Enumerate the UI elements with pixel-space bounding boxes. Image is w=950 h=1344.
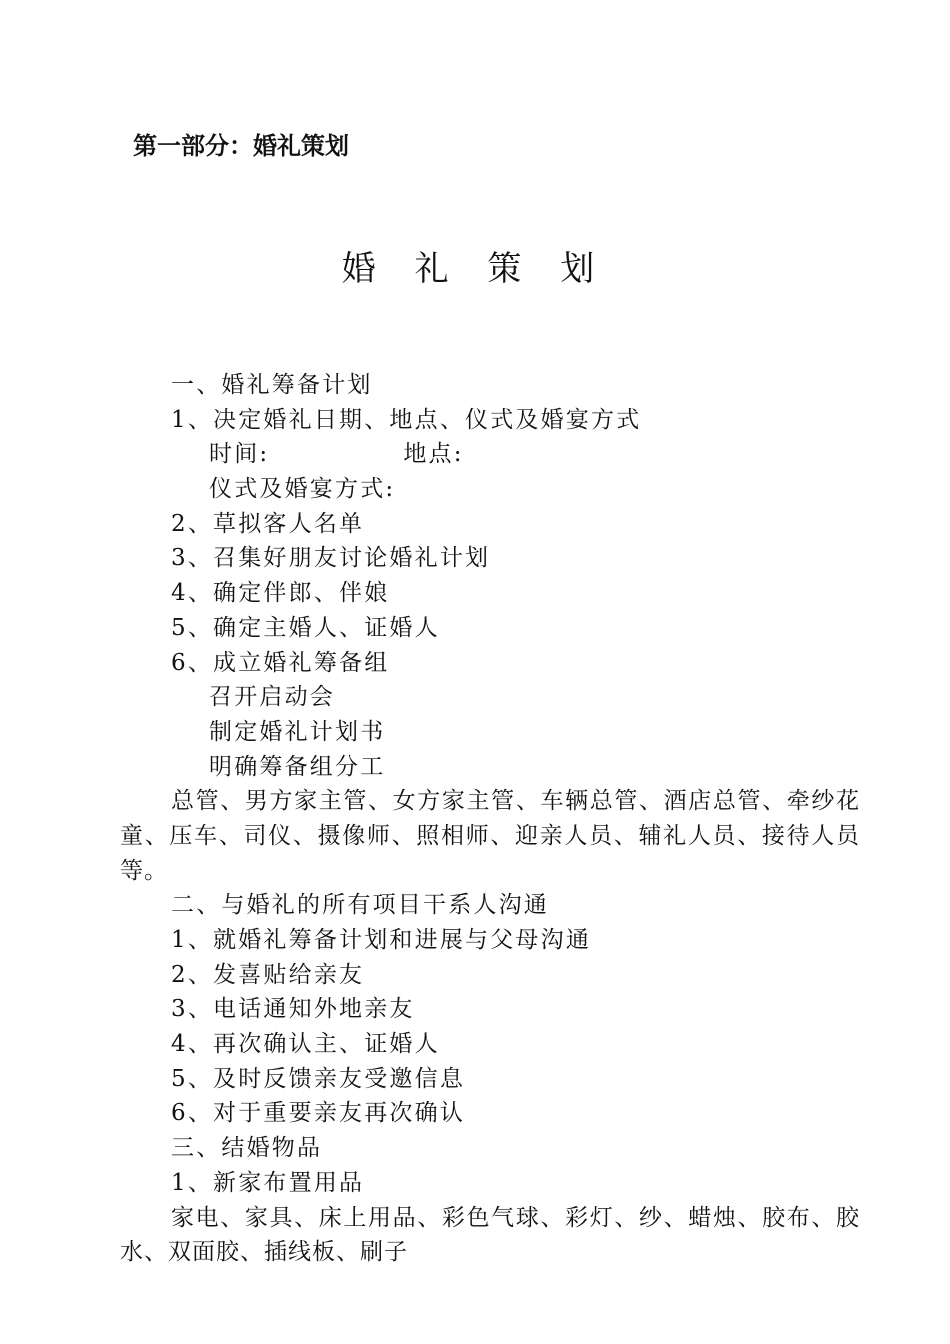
list-item: 1、就婚礼筹备计划和进展与父母沟通 [171,927,592,954]
sub-item: 明确筹备组分工 [209,753,386,780]
sub-item: 制定婚礼计划书 [209,718,386,745]
sub-item: 召开启动会 [209,684,335,711]
list-item: 4、再次确认主、证婚人 [171,1031,440,1058]
list-item: 6、对于重要亲友再次确认 [171,1100,466,1127]
section-heading-2: 二、与婚礼的所有项目干系人沟通 [171,892,549,919]
supplies-paragraph: 家电、家具、床上用品、彩色气球、彩灯、纱、蜡烛、胶布、胶水、双面胶、插线板、刷子 [120,1204,860,1266]
ceremony-label: 仪式及婚宴方式: [209,476,396,503]
place-label: 地点: [403,441,464,468]
list-item: 2、草拟客人名单 [171,510,365,537]
part-heading: 第一部分：婚礼策划 [133,132,349,160]
list-item: 2、发喜贴给亲友 [171,961,365,988]
list-item: 6、成立婚礼筹备组 [171,649,390,676]
list-item: 1、决定婚礼日期、地点、仪式及婚宴方式 [171,406,642,433]
time-label: 时间: [209,441,270,468]
list-item: 3、召集好朋友讨论婚礼计划 [171,545,491,572]
document-body [120,368,860,1270]
document-title: 婚 礼 策 划 [341,249,609,289]
section-heading-1: 一、婚礼筹备计划 [171,372,373,398]
section-heading-3: 三、结婚物品 [171,1135,323,1162]
list-item: 5、及时反馈亲友受邀信息 [171,1065,466,1092]
roles-paragraph: 总管、男方家主管、女方家主管、车辆总管、酒店总管、牵纱花童、压车、司仪、摄像师、照相师、迎亲人员、辅礼人员、接待人员等。 [120,788,860,884]
time-place-line [120,437,860,472]
list-item: 5、确定主婚人、证婚人 [171,614,440,641]
list-item: 4、确定伴郎、伴娘 [171,580,390,607]
list-item: 3、电话通知外地亲友 [171,996,415,1023]
list-item: 1、新家布置用品 [171,1169,365,1196]
